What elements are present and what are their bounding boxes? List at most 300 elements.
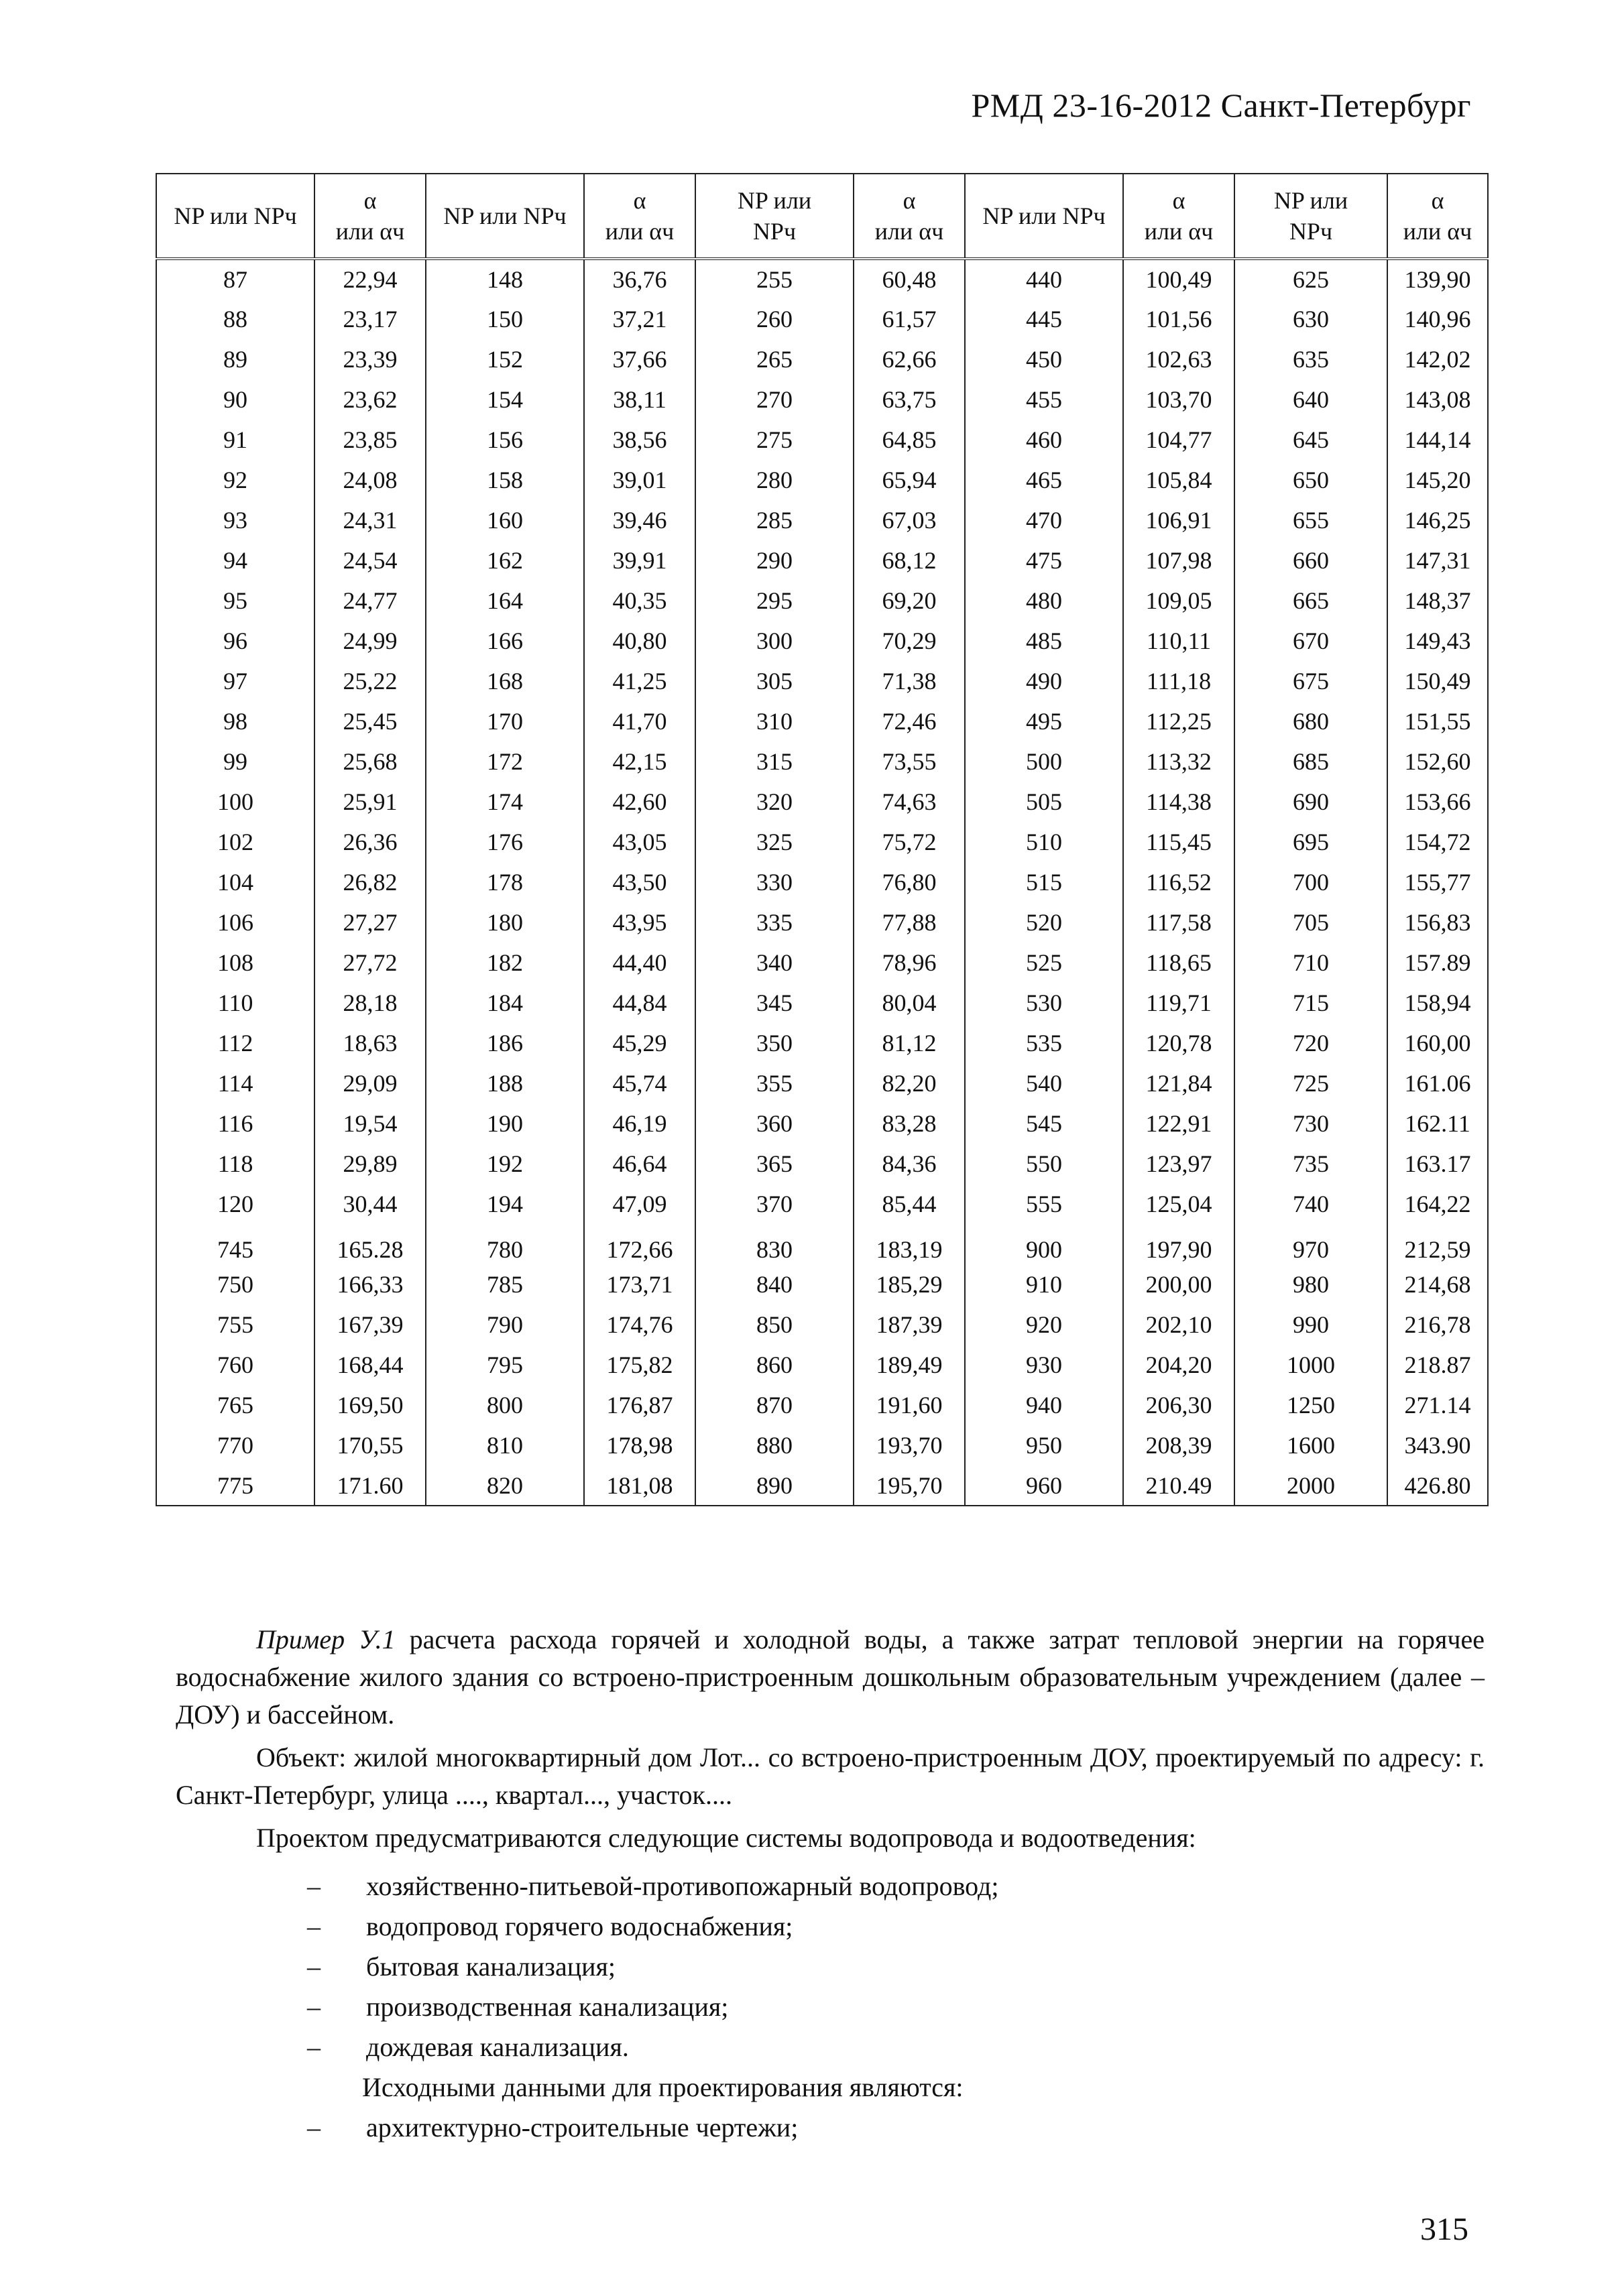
table-cell: 117,58 [1123, 902, 1234, 943]
column-header-sublabel: или αч [335, 218, 405, 245]
table-cell: 42,15 [584, 741, 695, 782]
table-cell: 710 [1234, 943, 1387, 983]
table-row [156, 1023, 1488, 1063]
table-cell: 295 [695, 581, 854, 621]
table-cell: 100 [156, 782, 314, 822]
table-cell: 168,44 [314, 1345, 426, 1385]
table-cell: 24,99 [314, 621, 426, 661]
table-cell: 810 [426, 1425, 584, 1465]
list-item-text: водопровод горячего водоснабжения; [366, 1911, 793, 1941]
column-header-label: NP или NPч [443, 202, 567, 229]
table-cell: 785 [426, 1264, 584, 1305]
table-cell: 24,31 [314, 500, 426, 540]
table-cell: 340 [695, 943, 854, 983]
table-cell: 152,60 [1387, 741, 1488, 782]
table-cell: 39,91 [584, 540, 695, 581]
table-cell: 740 [1234, 1184, 1387, 1224]
table-cell: 310 [695, 701, 854, 741]
table-cell: 270 [695, 379, 854, 420]
table-cell: 755 [156, 1305, 314, 1345]
table-cell: 23,17 [314, 299, 426, 339]
column-header-label: α [1172, 187, 1185, 214]
column-header [156, 174, 314, 259]
column-header [1387, 174, 1488, 259]
table-row [156, 1345, 1488, 1385]
table-cell: 80,04 [854, 983, 965, 1023]
table-cell: 930 [965, 1345, 1123, 1385]
table-cell: 38,56 [584, 420, 695, 460]
table-cell: 113,32 [1123, 741, 1234, 782]
table-cell: 30,44 [314, 1184, 426, 1224]
table-cell: 23,85 [314, 420, 426, 460]
table-cell: 38,11 [584, 379, 695, 420]
table-row [156, 379, 1488, 420]
table-cell: 180 [426, 902, 584, 943]
table-cell: 160 [426, 500, 584, 540]
dash-bullet: – [307, 1951, 321, 1982]
table-cell: 900 [965, 1224, 1123, 1264]
table-cell: 27,72 [314, 943, 426, 983]
table-cell: 77,88 [854, 902, 965, 943]
table-cell: 555 [965, 1184, 1123, 1224]
table-cell: 343.90 [1387, 1425, 1488, 1465]
table-cell: 545 [965, 1103, 1123, 1144]
table-cell: 525 [965, 943, 1123, 983]
table-cell: 19,54 [314, 1103, 426, 1144]
table-cell: 111,18 [1123, 661, 1234, 701]
table-row [156, 621, 1488, 661]
table-cell: 745 [156, 1224, 314, 1264]
table-cell: 76,80 [854, 862, 965, 902]
column-header-sublabel: или αч [874, 218, 944, 245]
table-cell: 64,85 [854, 420, 965, 460]
dash-bullet: – [307, 2032, 321, 2062]
table-cell: 200,00 [1123, 1264, 1234, 1305]
table-row [156, 581, 1488, 621]
list-item-text: производственная канализация; [366, 1992, 729, 2022]
table-cell: 705 [1234, 902, 1387, 943]
table-cell: 770 [156, 1425, 314, 1465]
table-cell: 325 [695, 822, 854, 862]
table-cell: 540 [965, 1063, 1123, 1103]
table-cell: 680 [1234, 701, 1387, 741]
example-text: расчета расхода горячей и холодной воды, а также затрат тепловой энергии на горячее водоснабжение жилого здания со встроено-пристроенным дошкольным образовательным учреждением (далее – ДОУ) и бассейном. [176, 1624, 1485, 1730]
table-cell: 25,91 [314, 782, 426, 822]
table-cell: 265 [695, 339, 854, 379]
table-cell: 156 [426, 420, 584, 460]
table-cell: 170,55 [314, 1425, 426, 1465]
table-cell: 880 [695, 1425, 854, 1465]
table-cell: 178 [426, 862, 584, 902]
table-cell: 116,52 [1123, 862, 1234, 902]
table-cell: 650 [1234, 460, 1387, 500]
table-cell: 660 [1234, 540, 1387, 581]
table-cell: 87 [156, 259, 314, 299]
table-cell: 40,80 [584, 621, 695, 661]
table-cell: 166,33 [314, 1264, 426, 1305]
table-row [156, 822, 1488, 862]
table-cell: 485 [965, 621, 1123, 661]
table-cell: 24,54 [314, 540, 426, 581]
table-cell: 164 [426, 581, 584, 621]
table-cell: 122,91 [1123, 1103, 1234, 1144]
table-cell: 795 [426, 1345, 584, 1385]
page-number: 315 [1420, 2212, 1468, 2247]
table-cell: 120,78 [1123, 1023, 1234, 1063]
table-row [156, 983, 1488, 1023]
table-cell: 830 [695, 1224, 854, 1264]
table-cell: 890 [695, 1465, 854, 1506]
table-cell: 790 [426, 1305, 584, 1345]
source-intro: Исходными данными для проектирования являются: [362, 2072, 964, 2102]
table-cell: 181,08 [584, 1465, 695, 1506]
table-cell: 37,66 [584, 339, 695, 379]
table-cell: 85,44 [854, 1184, 965, 1224]
table-cell: 465 [965, 460, 1123, 500]
table-cell: 780 [426, 1224, 584, 1264]
table-cell: 165.28 [314, 1224, 426, 1264]
table-cell: 154 [426, 379, 584, 420]
table-row [156, 1224, 1488, 1264]
table-cell: 176,87 [584, 1385, 695, 1425]
table-cell: 260 [695, 299, 854, 339]
table-cell: 355 [695, 1063, 854, 1103]
table-cell: 520 [965, 902, 1123, 943]
table-cell: 93 [156, 500, 314, 540]
table-cell: 100,49 [1123, 259, 1234, 299]
object-paragraph: Объект: жилой многоквартирный дом Лот... со встроено-пристроенным ДОУ, проектируемый по адресу: г. Санкт-Петербург, улица ...., квартал..., участок.... [176, 1742, 1485, 1810]
dash-bullet: – [307, 1911, 321, 1941]
table-cell: 645 [1234, 420, 1387, 460]
table-cell: 730 [1234, 1103, 1387, 1144]
table-cell: 41,25 [584, 661, 695, 701]
table-cell: 840 [695, 1264, 854, 1305]
table-cell: 153,66 [1387, 782, 1488, 822]
table-cell: 176 [426, 822, 584, 862]
table-cell: 149,43 [1387, 621, 1488, 661]
table-cell: 106,91 [1123, 500, 1234, 540]
table-cell: 45,74 [584, 1063, 695, 1103]
table-cell: 370 [695, 1184, 854, 1224]
table-cell: 44,40 [584, 943, 695, 983]
table-cell: 535 [965, 1023, 1123, 1063]
table-cell: 255 [695, 259, 854, 299]
table-cell: 145,20 [1387, 460, 1488, 500]
table-cell: 74,63 [854, 782, 965, 822]
table-row [156, 1103, 1488, 1144]
column-header-sublabel: NPч [752, 218, 797, 245]
table-cell: 25,45 [314, 701, 426, 741]
table-cell: 23,39 [314, 339, 426, 379]
table-cell: 640 [1234, 379, 1387, 420]
table-cell: 1250 [1234, 1385, 1387, 1425]
table-cell: 144,14 [1387, 420, 1488, 460]
table-cell: 920 [965, 1305, 1123, 1345]
column-header-sublabel: NPч [1289, 218, 1333, 245]
table-cell: 92 [156, 460, 314, 500]
list-item [176, 1907, 1485, 1947]
table-cell: 101,56 [1123, 299, 1234, 339]
table-cell: 870 [695, 1385, 854, 1425]
table-cell: 29,89 [314, 1144, 426, 1184]
table-cell: 89 [156, 339, 314, 379]
table-cell: 1000 [1234, 1345, 1387, 1385]
table-cell: 161.06 [1387, 1063, 1488, 1103]
table-cell: 41,70 [584, 701, 695, 741]
table-cell: 500 [965, 741, 1123, 782]
table-cell: 186 [426, 1023, 584, 1063]
table-cell: 208,39 [1123, 1425, 1234, 1465]
list-item-text: архитектурно-строительные чертежи; [366, 2112, 799, 2142]
table-cell: 95 [156, 581, 314, 621]
column-header-label: α [903, 187, 916, 214]
table-cell: 212,59 [1387, 1224, 1488, 1264]
table-cell: 105,84 [1123, 460, 1234, 500]
table-cell: 530 [965, 983, 1123, 1023]
table-cell: 154,72 [1387, 822, 1488, 862]
table-cell: 27,27 [314, 902, 426, 943]
table-row [156, 661, 1488, 701]
systems-intro: Проектом предусматриваются следующие системы водопровода и водоотведения: [256, 1823, 1196, 1853]
column-header [854, 174, 965, 259]
table-cell: 695 [1234, 822, 1387, 862]
table-row [156, 862, 1488, 902]
table-cell: 470 [965, 500, 1123, 540]
table-cell: 990 [1234, 1305, 1387, 1345]
table-row [156, 701, 1488, 741]
table-cell: 495 [965, 701, 1123, 741]
dash-bullet: – [307, 1992, 321, 2022]
table-cell: 18,63 [314, 1023, 426, 1063]
table-cell: 216,78 [1387, 1305, 1488, 1345]
table-cell: 114,38 [1123, 782, 1234, 822]
table-cell: 950 [965, 1425, 1123, 1465]
table-cell: 218.87 [1387, 1345, 1488, 1385]
table-cell: 45,29 [584, 1023, 695, 1063]
table-row [156, 500, 1488, 540]
table-cell: 36,76 [584, 259, 695, 299]
table-cell: 99 [156, 741, 314, 782]
table-cell: 910 [965, 1264, 1123, 1305]
table-row [156, 1305, 1488, 1345]
table-cell: 490 [965, 661, 1123, 701]
table-cell: 96 [156, 621, 314, 661]
table-cell: 158 [426, 460, 584, 500]
table-cell: 61,57 [854, 299, 965, 339]
table-cell: 109,05 [1123, 581, 1234, 621]
table-row [156, 1063, 1488, 1103]
table-cell: 123,97 [1123, 1144, 1234, 1184]
table-cell: 166 [426, 621, 584, 661]
table-cell: 700 [1234, 862, 1387, 902]
list-item [176, 1987, 1485, 2027]
table-cell: 46,64 [584, 1144, 695, 1184]
table-cell: 685 [1234, 741, 1387, 782]
column-header [584, 174, 695, 259]
table-cell: 275 [695, 420, 854, 460]
list-item-text: бытовая канализация; [366, 1951, 616, 1982]
table-cell: 178,98 [584, 1425, 695, 1465]
table-row [156, 943, 1488, 983]
table-cell: 970 [1234, 1224, 1387, 1264]
table-cell: 188 [426, 1063, 584, 1103]
table-cell: 191,60 [854, 1385, 965, 1425]
table-cell: 121,84 [1123, 1063, 1234, 1103]
table-cell: 189,49 [854, 1345, 965, 1385]
table-cell: 143,08 [1387, 379, 1488, 420]
table-cell: 635 [1234, 339, 1387, 379]
table-cell: 675 [1234, 661, 1387, 701]
table-cell: 68,12 [854, 540, 965, 581]
table-cell: 860 [695, 1345, 854, 1385]
table-cell: 160,00 [1387, 1023, 1488, 1063]
table-row [156, 339, 1488, 379]
table-cell: 480 [965, 581, 1123, 621]
table-cell: 158,94 [1387, 983, 1488, 1023]
table-cell: 71,38 [854, 661, 965, 701]
table-cell: 39,01 [584, 460, 695, 500]
table-row [156, 420, 1488, 460]
table-cell: 60,48 [854, 259, 965, 299]
table-row [156, 1425, 1488, 1465]
table-cell: 118 [156, 1144, 314, 1184]
table-cell: 183,19 [854, 1224, 965, 1264]
example-paragraph [176, 1621, 1485, 1734]
table-cell: 94 [156, 540, 314, 581]
table-cell: 125,04 [1123, 1184, 1234, 1224]
table-body [156, 259, 1488, 1506]
table-cell: 102,63 [1123, 339, 1234, 379]
table-cell: 104 [156, 862, 314, 902]
table-cell: 206,30 [1123, 1385, 1234, 1425]
table-cell: 960 [965, 1465, 1123, 1506]
document-header: РМД 23-16-2012 Санкт-Петербург [971, 86, 1471, 124]
table-cell: 22,94 [314, 259, 426, 299]
table-cell: 202,10 [1123, 1305, 1234, 1345]
table-row [156, 1385, 1488, 1425]
table-cell: 670 [1234, 621, 1387, 661]
table-cell: 330 [695, 862, 854, 902]
table-row [156, 782, 1488, 822]
table-cell: 28,18 [314, 983, 426, 1023]
table-cell: 120 [156, 1184, 314, 1224]
table-cell: 43,50 [584, 862, 695, 902]
dash-bullet: – [307, 1871, 321, 1901]
table-cell: 850 [695, 1305, 854, 1345]
table-cell: 192 [426, 1144, 584, 1184]
table-cell: 84,36 [854, 1144, 965, 1184]
table-cell: 26,36 [314, 822, 426, 862]
table-cell: 46,19 [584, 1103, 695, 1144]
table-cell: 280 [695, 460, 854, 500]
table-cell: 43,95 [584, 902, 695, 943]
table-cell: 164,22 [1387, 1184, 1488, 1224]
table-cell: 23,62 [314, 379, 426, 420]
table-cell: 193,70 [854, 1425, 965, 1465]
table-cell: 210.49 [1123, 1465, 1234, 1506]
table-cell: 271.14 [1387, 1385, 1488, 1425]
table-cell: 510 [965, 822, 1123, 862]
list-item [176, 2108, 1485, 2148]
systems-list [176, 1866, 1485, 2148]
table-cell: 725 [1234, 1063, 1387, 1103]
table-cell: 107,98 [1123, 540, 1234, 581]
table-cell: 155,77 [1387, 862, 1488, 902]
table-cell: 720 [1234, 1023, 1387, 1063]
table-cell: 63,75 [854, 379, 965, 420]
table-cell: 26,82 [314, 862, 426, 902]
table-cell: 81,12 [854, 1023, 965, 1063]
table-header-row [156, 174, 1488, 259]
table-cell: 47,09 [584, 1184, 695, 1224]
table-cell: 173,71 [584, 1264, 695, 1305]
table-cell: 184 [426, 983, 584, 1023]
list-item-text: хозяйственно-питьевой-противопожарный водопровод; [366, 1871, 999, 1901]
table-cell: 148,37 [1387, 581, 1488, 621]
table-cell: 171.60 [314, 1465, 426, 1506]
table-cell: 29,09 [314, 1063, 426, 1103]
table-cell: 505 [965, 782, 1123, 822]
table-cell: 625 [1234, 259, 1387, 299]
table-cell: 940 [965, 1385, 1123, 1425]
table-row [156, 1465, 1488, 1506]
table-cell: 182 [426, 943, 584, 983]
table-cell: 655 [1234, 500, 1387, 540]
list-item-text: дождевая канализация. [366, 2032, 629, 2062]
table-cell: 735 [1234, 1144, 1387, 1184]
column-header [426, 174, 584, 259]
table-cell: 820 [426, 1465, 584, 1506]
table-cell: 69,20 [854, 581, 965, 621]
column-header-label: NP или NPч [174, 202, 297, 229]
table-cell: 426.80 [1387, 1465, 1488, 1506]
table-cell: 775 [156, 1465, 314, 1506]
table-cell: 151,55 [1387, 701, 1488, 741]
table-cell: 142,02 [1387, 339, 1488, 379]
table-cell: 300 [695, 621, 854, 661]
table-row [156, 1144, 1488, 1184]
table-cell: 290 [695, 540, 854, 581]
table-cell: 67,03 [854, 500, 965, 540]
table-cell: 174 [426, 782, 584, 822]
column-header-label: α [363, 187, 377, 214]
table-cell: 116 [156, 1103, 314, 1144]
example-label: Пример У.1 [256, 1624, 396, 1654]
dash-bullet: – [307, 2112, 321, 2142]
table-cell: 90 [156, 379, 314, 420]
table-cell: 139,90 [1387, 259, 1488, 299]
column-header [1234, 174, 1387, 259]
table-cell: 24,77 [314, 581, 426, 621]
table-row [156, 741, 1488, 782]
table-cell: 44,84 [584, 983, 695, 1023]
table-cell: 460 [965, 420, 1123, 460]
table-cell: 197,90 [1123, 1224, 1234, 1264]
table-cell: 70,29 [854, 621, 965, 661]
table-cell: 83,28 [854, 1103, 965, 1144]
table-cell: 43,05 [584, 822, 695, 862]
table-cell: 119,71 [1123, 983, 1234, 1023]
table-cell: 455 [965, 379, 1123, 420]
table-cell: 320 [695, 782, 854, 822]
table-cell: 365 [695, 1144, 854, 1184]
table-cell: 146,25 [1387, 500, 1488, 540]
table-cell: 73,55 [854, 741, 965, 782]
table-cell: 42,60 [584, 782, 695, 822]
table-cell: 690 [1234, 782, 1387, 822]
table-cell: 40,35 [584, 581, 695, 621]
table-cell: 475 [965, 540, 1123, 581]
